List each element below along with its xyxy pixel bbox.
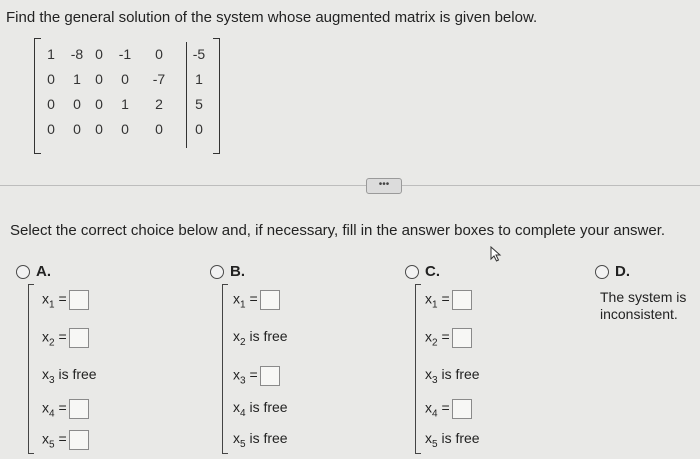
- option-a-radio[interactable]: [16, 265, 30, 279]
- option-d-label[interactable]: D.: [615, 263, 630, 280]
- variable-name: x: [42, 430, 49, 447]
- variable-name: x: [233, 399, 240, 415]
- option-b-row: [233, 328, 288, 348]
- row-suffix: is free: [245, 328, 288, 344]
- option-c-bracket: [415, 284, 421, 454]
- variable-subscript: 3: [240, 375, 246, 387]
- matrix-cell: 5: [195, 96, 203, 112]
- matrix-cell: -8: [70, 46, 84, 62]
- variable-subscript: 2: [49, 337, 55, 349]
- matrix-cell: -7: [152, 71, 166, 87]
- row-suffix: =: [54, 399, 67, 416]
- option-b-label[interactable]: B.: [230, 263, 245, 280]
- matrix-cell: 0: [155, 46, 163, 62]
- option-b-row: [233, 290, 280, 311]
- instruction-text: Select the correct choice below and, if necessary, fill in the answer boxes to complete your answer.: [10, 222, 666, 239]
- option-a-row: [42, 399, 89, 420]
- variable-subscript: 1: [240, 299, 246, 311]
- mouse-cursor-icon: [488, 246, 504, 262]
- row-suffix: =: [54, 328, 67, 345]
- section-divider: [0, 185, 700, 186]
- answer-box[interactable]: [452, 399, 472, 419]
- row-suffix: is free: [437, 430, 480, 446]
- matrix-cell: 0: [73, 121, 81, 137]
- variable-name: x: [42, 399, 49, 416]
- matrix-cell: 0: [121, 71, 129, 87]
- variable-subscript: 3: [49, 374, 55, 386]
- option-d-text: The system is inconsistent.: [600, 289, 687, 322]
- answer-box[interactable]: [69, 399, 89, 419]
- option-b-row: [233, 399, 288, 419]
- variable-name: x: [233, 430, 240, 446]
- matrix-cell: -1: [118, 46, 132, 62]
- row-suffix: =: [245, 290, 258, 307]
- variable-subscript: 4: [49, 408, 55, 420]
- row-suffix: =: [437, 399, 450, 416]
- answer-box[interactable]: [452, 290, 472, 310]
- variable-name: x: [425, 328, 432, 345]
- option-a-label[interactable]: A.: [36, 263, 51, 280]
- option-b-radio[interactable]: [210, 265, 224, 279]
- option-b-row: [233, 366, 280, 387]
- variable-name: x: [425, 430, 432, 446]
- row-suffix: is free: [245, 430, 288, 446]
- option-a-bracket: [28, 284, 34, 454]
- matrix-cell: 1: [47, 46, 55, 62]
- answer-box[interactable]: [69, 328, 89, 348]
- matrix-cell: -5: [192, 46, 206, 62]
- row-suffix: =: [437, 290, 450, 307]
- matrix-cell: 1: [73, 71, 81, 87]
- option-c-row: [425, 399, 472, 420]
- variable-subscript: 5: [49, 439, 55, 451]
- variable-subscript: 3: [432, 374, 438, 386]
- answer-box[interactable]: [452, 328, 472, 348]
- matrix-cell: 0: [121, 121, 129, 137]
- option-b-row: [233, 430, 288, 450]
- option-c-radio[interactable]: [405, 265, 419, 279]
- matrix-cell: 0: [47, 121, 55, 137]
- variable-name: x: [42, 328, 49, 345]
- option-a-row: [42, 328, 89, 349]
- row-suffix: is free: [245, 399, 288, 415]
- option-a-row: [42, 290, 89, 311]
- variable-name: x: [42, 366, 49, 382]
- option-d-radio[interactable]: [595, 265, 609, 279]
- matrix-row: [34, 96, 220, 116]
- variable-subscript: 4: [240, 407, 246, 419]
- row-suffix: is free: [54, 366, 97, 382]
- matrix-cell: 0: [95, 96, 103, 112]
- matrix-cell: 1: [121, 96, 129, 112]
- option-a-row: [42, 366, 97, 386]
- variable-name: x: [233, 328, 240, 344]
- variable-subscript: 4: [432, 408, 438, 420]
- matrix-cell: 0: [95, 121, 103, 137]
- matrix-cell: 0: [155, 121, 163, 137]
- matrix-cell: 0: [95, 71, 103, 87]
- matrix-row: [34, 46, 220, 66]
- variable-subscript: 1: [432, 299, 438, 311]
- variable-name: x: [233, 290, 240, 307]
- augmented-matrix: [34, 38, 220, 152]
- answer-box[interactable]: [260, 290, 280, 310]
- variable-name: x: [425, 366, 432, 382]
- variable-name: x: [425, 399, 432, 416]
- option-c-row: [425, 290, 472, 311]
- variable-subscript: 1: [49, 299, 55, 311]
- answer-box[interactable]: [69, 290, 89, 310]
- row-suffix: is free: [437, 366, 480, 382]
- variable-name: x: [42, 290, 49, 307]
- option-c-row: [425, 366, 480, 386]
- variable-subscript: 2: [432, 337, 438, 349]
- variable-subscript: 5: [240, 438, 246, 450]
- row-suffix: =: [54, 430, 67, 447]
- row-suffix: =: [54, 290, 67, 307]
- row-suffix: =: [437, 328, 450, 345]
- matrix-cell: 2: [155, 96, 163, 112]
- variable-name: x: [233, 366, 240, 383]
- more-button[interactable]: •••: [366, 178, 402, 194]
- answer-box[interactable]: [69, 430, 89, 450]
- option-c-row: [425, 328, 472, 349]
- matrix-cell: 0: [95, 46, 103, 62]
- matrix-cell: 0: [47, 96, 55, 112]
- matrix-cell: 0: [195, 121, 203, 137]
- option-a-row: [42, 430, 89, 451]
- variable-subscript: 5: [432, 438, 438, 450]
- matrix-cell: 0: [73, 96, 81, 112]
- matrix-row: [34, 71, 220, 91]
- question-text: Find the general solution of the system whose augmented matrix is given below.: [6, 9, 538, 26]
- option-c-label[interactable]: C.: [425, 263, 440, 280]
- answer-box[interactable]: [260, 366, 280, 386]
- matrix-row: [34, 121, 220, 141]
- option-b-bracket: [222, 284, 228, 454]
- variable-name: x: [425, 290, 432, 307]
- row-suffix: =: [245, 366, 258, 383]
- matrix-cell: 1: [195, 71, 203, 87]
- matrix-cell: 0: [47, 71, 55, 87]
- variable-subscript: 2: [240, 336, 246, 348]
- option-c-row: [425, 430, 480, 450]
